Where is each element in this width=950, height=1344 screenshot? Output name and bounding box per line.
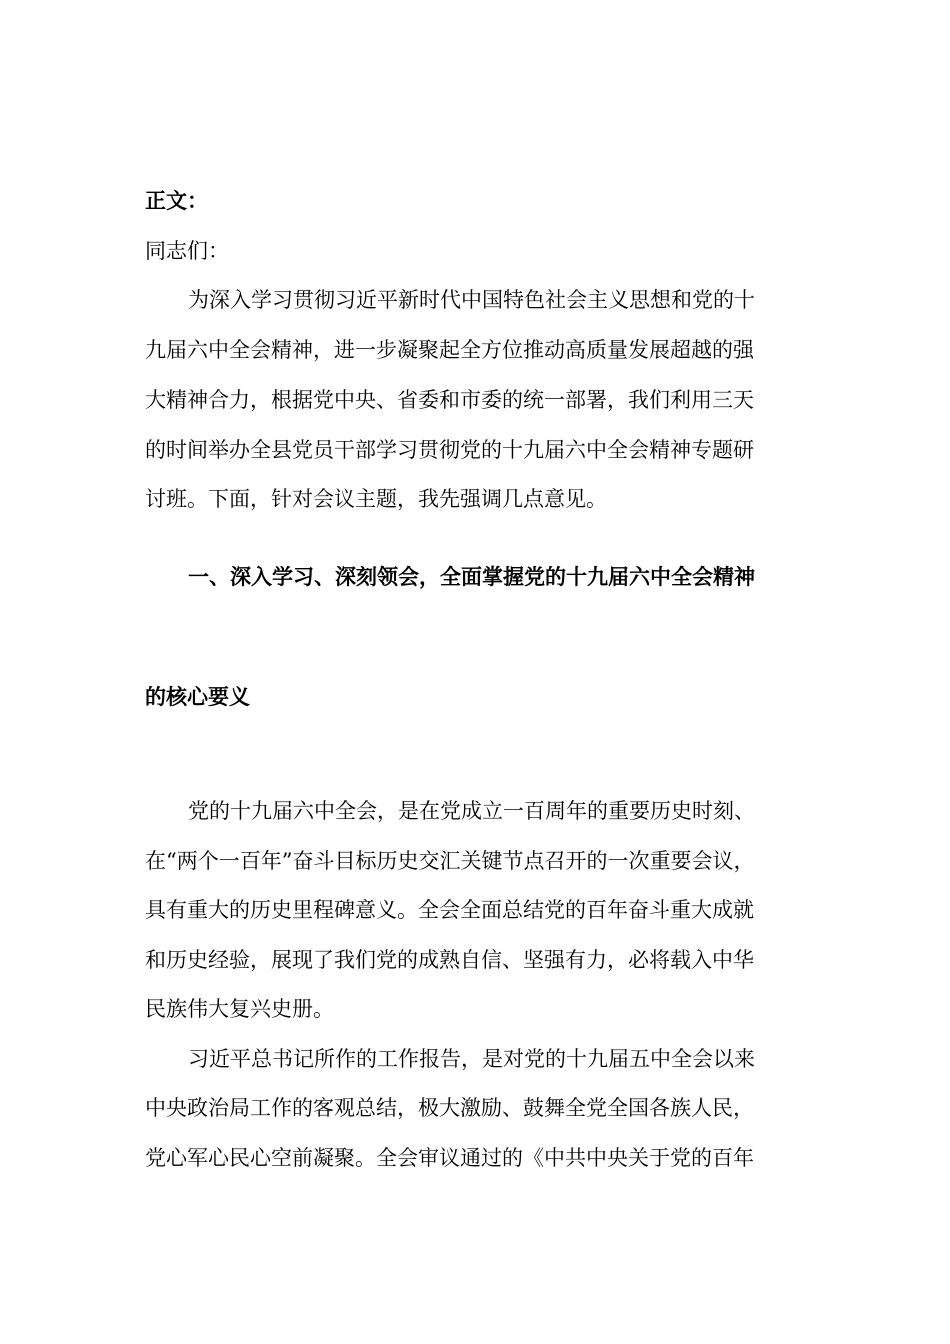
paragraph-line: 具有重大的历史里程碑意义。全会全面总结党的百年奋斗重大成就 bbox=[145, 898, 754, 922]
section-heading-continued: 的核心要义 bbox=[145, 684, 250, 709]
paragraph-line: 讨班。下面，针对会议主题，我先强调几点意见。 bbox=[145, 487, 607, 511]
paragraph-line: 为深入学习贯彻习近平新时代中国特色社会主义思想和党的十 bbox=[188, 288, 755, 312]
paragraph-line: 党心军心民心空前凝聚。全会审议通过的《中共中央关于党的百年 bbox=[145, 1146, 754, 1170]
paragraph-line: 在“两个一百年”奋斗目标历史交汇关键节点召开的一次重要会议， bbox=[145, 849, 755, 873]
salutation: 同志们： bbox=[145, 239, 229, 263]
paragraph-line: 中央政治局工作的客观总结，极大激励、鼓舞全党全国各族人民， bbox=[145, 1096, 754, 1120]
section-heading: 一、深入学习、深刻领会，全面掌握党的十九届六中全会精神 bbox=[188, 564, 755, 589]
section-label: 正文： bbox=[145, 188, 208, 213]
paragraph-line: 的时间举办全县党员干部学习贯彻党的十九届六中全会精神专题研 bbox=[145, 438, 754, 462]
paragraph-line: 民族伟大复兴史册。 bbox=[145, 997, 334, 1021]
paragraph-line: 大精神合力，根据党中央、省委和市委的统一部署，我们利用三天 bbox=[145, 388, 754, 412]
paragraph-line: 习近平总书记所作的工作报告，是对党的十九届五中全会以来 bbox=[188, 1047, 755, 1071]
paragraph-line: 和历史经验，展现了我们党的成熟自信、坚强有力，必将载入中华 bbox=[145, 948, 754, 972]
paragraph-line: 党的十九届六中全会，是在党成立一百周年的重要历史时刻、 bbox=[188, 799, 755, 823]
paragraph-line: 九届六中全会精神，进一步凝聚起全方位推动高质量发展超越的强 bbox=[145, 338, 754, 362]
